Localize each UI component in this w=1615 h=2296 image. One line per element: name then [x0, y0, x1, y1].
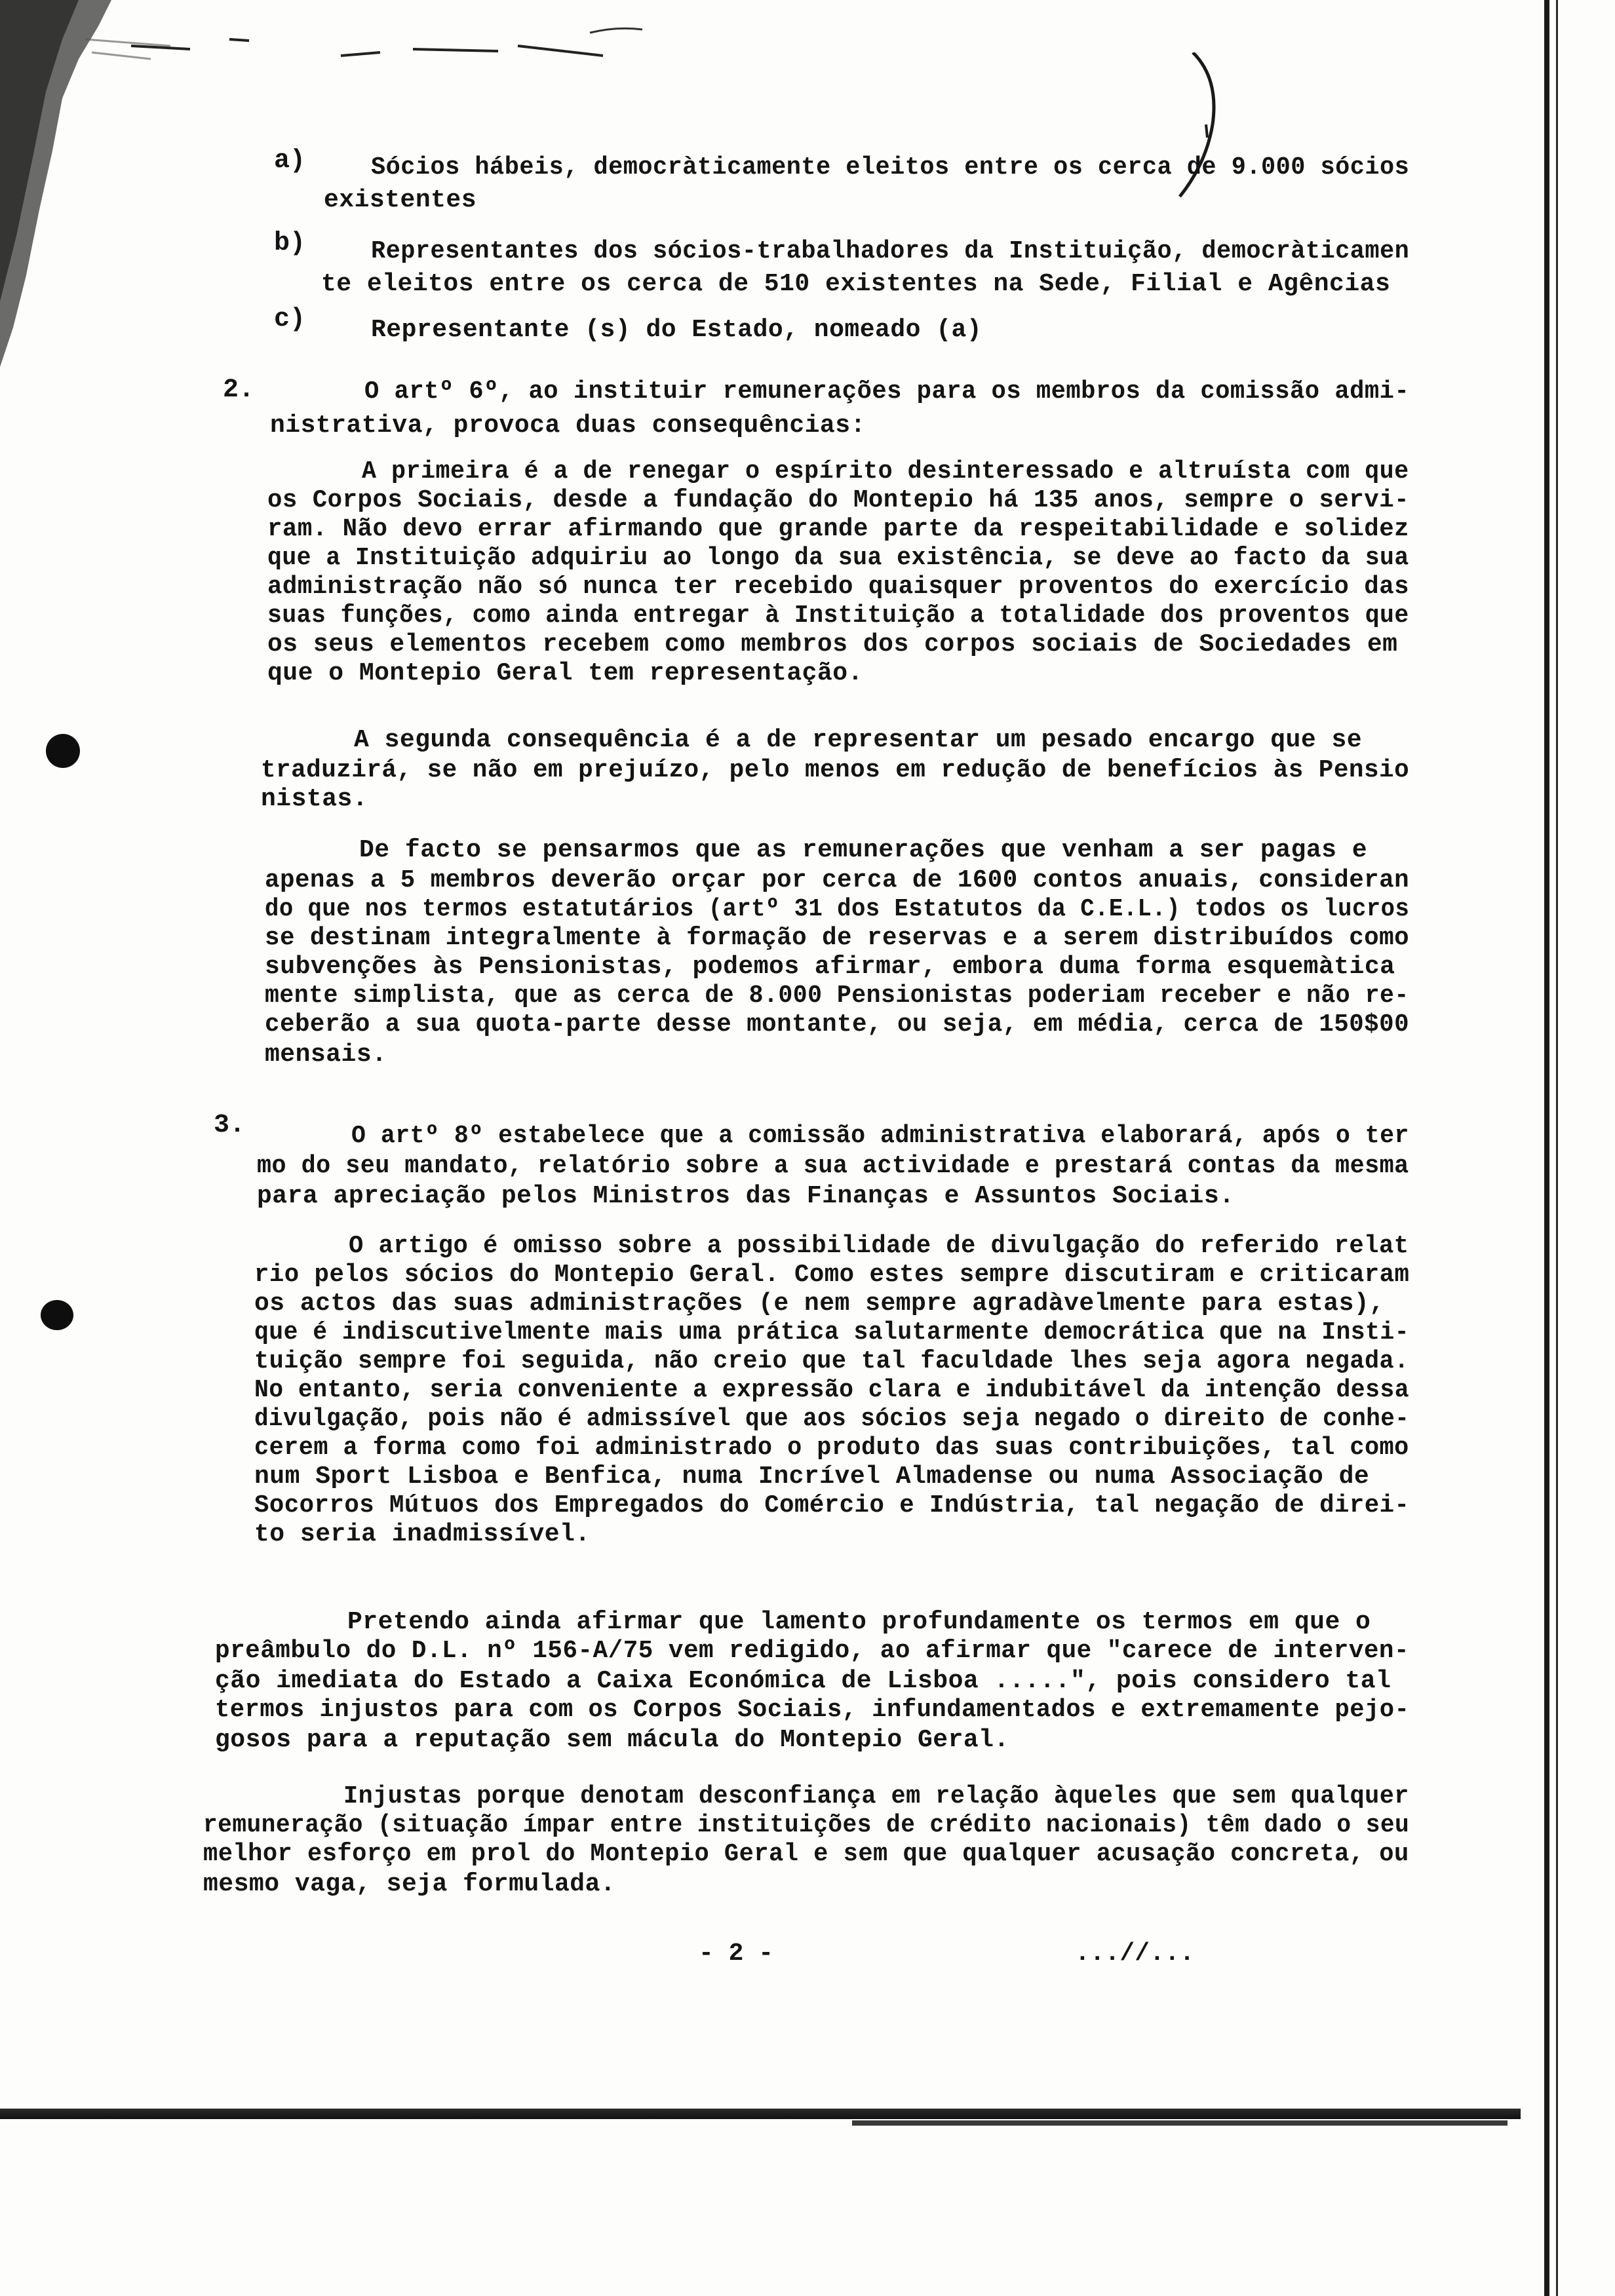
section-2-para2-line: traduzirá, se não em prejuízo, pelo menos em redução de benefícios às Pensio: [261, 756, 1410, 784]
section-3-para1-line: No entanto, seria conveniente a expressão clara e indubitável da intenção dessa: [254, 1376, 1410, 1404]
section-2-intro-2: nistrativa, provoca duas consequências:: [270, 411, 866, 440]
continuation-mark: ...//...: [1075, 1940, 1195, 1968]
item-b-line-2: te eleitos entre os cerca de 510 existentes na Sede, Filial e Agências: [321, 270, 1391, 298]
section-3-para1-line: Socorros Mútuos dos Empregados do Comércio e Indústria, tal negação de direi-: [254, 1491, 1410, 1520]
section-2-para1-line: A primeira é a de renegar o espírito desinteressado e altruísta com que: [362, 457, 1409, 486]
section-2-para1-line: os Corpos Sociais, desde a fundação do Montepio há 135 anos, sempre o servi-: [267, 486, 1410, 514]
section-2-para1-line: ram. Não devo errar afirmando que grande parte da respeitabilidade e solidez: [267, 515, 1410, 543]
handwritten-mark: [1167, 52, 1272, 223]
section-3-para1-line: O artigo é omisso sobre a possibilidade de divulgação do referido relat: [349, 1232, 1409, 1260]
item-a-line-1: Sócios hábeis, democràticamente eleitos entre os cerca de 9.000 sócios: [371, 153, 1410, 182]
hole-punch-top: [46, 734, 80, 768]
section-2-para3-line: do que nos termos estatutários (artº 31 dos Estatutos da C.E.L.) todos os lucros: [265, 895, 1410, 923]
section-2-para3-line: se destinam integralmente à formação de reservas e a serem distribuídos como: [265, 924, 1410, 952]
section-3-number: 3.: [214, 1111, 246, 1140]
section-2-para3-line: subvenções às Pensionistas, podemos afirmar, embora duma forma esquemàtica: [265, 953, 1395, 981]
section-2-para3-line: mente simplista, que as cerca de 8.000 Pensionistas poderiam receber e não re-: [265, 982, 1409, 1010]
closing-para1-line: termos injustos para com os Corpos Sociais, infundamentados e extremamente pejo-: [215, 1696, 1410, 1724]
closing-para2-line: remuneração (situação ímpar entre instituições de crédito nacionais) têm dado o seu: [203, 1811, 1410, 1839]
item-c-marker: c): [274, 305, 306, 334]
scan-edge-right-thin: [1556, 0, 1558, 2296]
section-2-para2-line: nistas.: [261, 785, 368, 813]
closing-para1-line: ção imediata do Estado a Caixa Económica de Lisboa .....", pois considero tal: [215, 1667, 1391, 1695]
section-3-intro-line: mo do seu mandato, relatório sobre a sua actividade e prestará contas da mesma: [257, 1152, 1409, 1180]
closing-para1-line: preâmbulo do D.L. nº 156-A/75 vem redigido, ao afirmar que "carece de interven-: [215, 1637, 1410, 1665]
section-2-para1-line: os seus elementos recebem como membros dos corpos sociais de Sociedades em: [267, 630, 1398, 659]
section-3-intro-line: para apreciação pelos Ministros das Finanças e Assuntos Sociais.: [257, 1182, 1235, 1210]
item-a-marker: a): [274, 146, 306, 176]
page-number: - 2 -: [699, 1940, 774, 1968]
closing-para1-line: Pretendo ainda afirmar que lamento profundamente os termos em que o: [347, 1608, 1371, 1636]
item-b-line-1: Representantes dos sócios-trabalhadores da Instituição, democràticamen: [371, 237, 1410, 265]
closing-para2-line: mesmo vaga, seja formulada.: [203, 1870, 616, 1898]
section-3-para1-line: rio pelos sócios do Montepio Geral. Como estes sempre discutiram e criticaram: [254, 1261, 1410, 1289]
section-2-para1-line: administração não só nunca ter recebido quaisquer proventos do exercício das: [267, 573, 1410, 601]
section-2-para1-line: suas funções, como ainda entregar à Instituição a totalidade dos proventos que: [267, 602, 1409, 630]
section-3-intro-line: O artº 8º estabelece que a comissão administrativa elaborará, após o ter: [351, 1122, 1409, 1150]
section-3-para1-line: tuição sempre foi seguida, não creio que tal faculdade lhes seja agora negada.: [254, 1347, 1409, 1375]
section-3-para1-line: cerem a forma como foi administrado o produto das suas contribuições, tal como: [254, 1434, 1409, 1462]
section-3-para1-line: to seria inadmissível.: [254, 1520, 591, 1548]
item-a-line-2: existentes: [324, 186, 477, 214]
section-2-number: 2.: [223, 375, 255, 405]
closing-para2-line: Injustas porque denotam desconfiança em relação àqueles que sem qualquer: [343, 1782, 1409, 1810]
section-2-para1-line: que o Montepio Geral tem representação.: [267, 659, 863, 687]
section-2-para3-line: ceberão a sua quota-parte desse montante, ou seja, em média, cerca de 150$00: [265, 1010, 1410, 1039]
closing-para2-line: melhor esforço em prol do Montepio Geral e sem que qualquer acusação concreta, ou: [203, 1840, 1409, 1868]
section-2-para3-line: apenas a 5 membros deverão orçar por cerca de 1600 contos anuais, consideran: [265, 866, 1410, 894]
scan-edge-bottom: [0, 2109, 1521, 2119]
section-2-para2-line: A segunda consequência é a de representar um pesado encargo que se: [354, 726, 1363, 754]
closing-para1-line: gosos para a reputação sem mácula do Montepio Geral.: [215, 1726, 1009, 1754]
section-3-para1-line: divulgação, pois não é admissível que aos sócios seja negado o direito de conhe-: [254, 1405, 1410, 1433]
section-3-para1-line: os actos das suas administrações (e nem sempre agradàvelmente para estas),: [254, 1290, 1385, 1318]
hole-punch-bottom: [41, 1300, 73, 1330]
section-3-para1-line: que é indiscutivelmente mais uma prática salutarmente democrática que na Insti-: [254, 1318, 1410, 1347]
scan-noise-top: [131, 26, 682, 72]
section-2-para3-line: mensais.: [265, 1041, 387, 1069]
scan-edge-bottom-2: [852, 2120, 1508, 2126]
section-3-para1-line: num Sport Lisboa e Benfica, numa Incrível Almadense ou numa Associação de: [254, 1463, 1370, 1491]
item-c-line-1: Representante (s) do Estado, nomeado (a): [371, 316, 983, 344]
section-2-para1-line: que a Instituição adquiriu ao longo da sua existência, se deve ao facto da sua: [267, 544, 1409, 572]
item-b-marker: b): [274, 229, 306, 258]
section-2-intro-1: O artº 6º, ao instituir remunerações para os membros da comissão admi-: [364, 377, 1410, 406]
scan-edge-right: [1544, 0, 1549, 2296]
section-2-para3-line: De facto se pensarmos que as remunerações que venham a ser pagas e: [359, 836, 1368, 864]
